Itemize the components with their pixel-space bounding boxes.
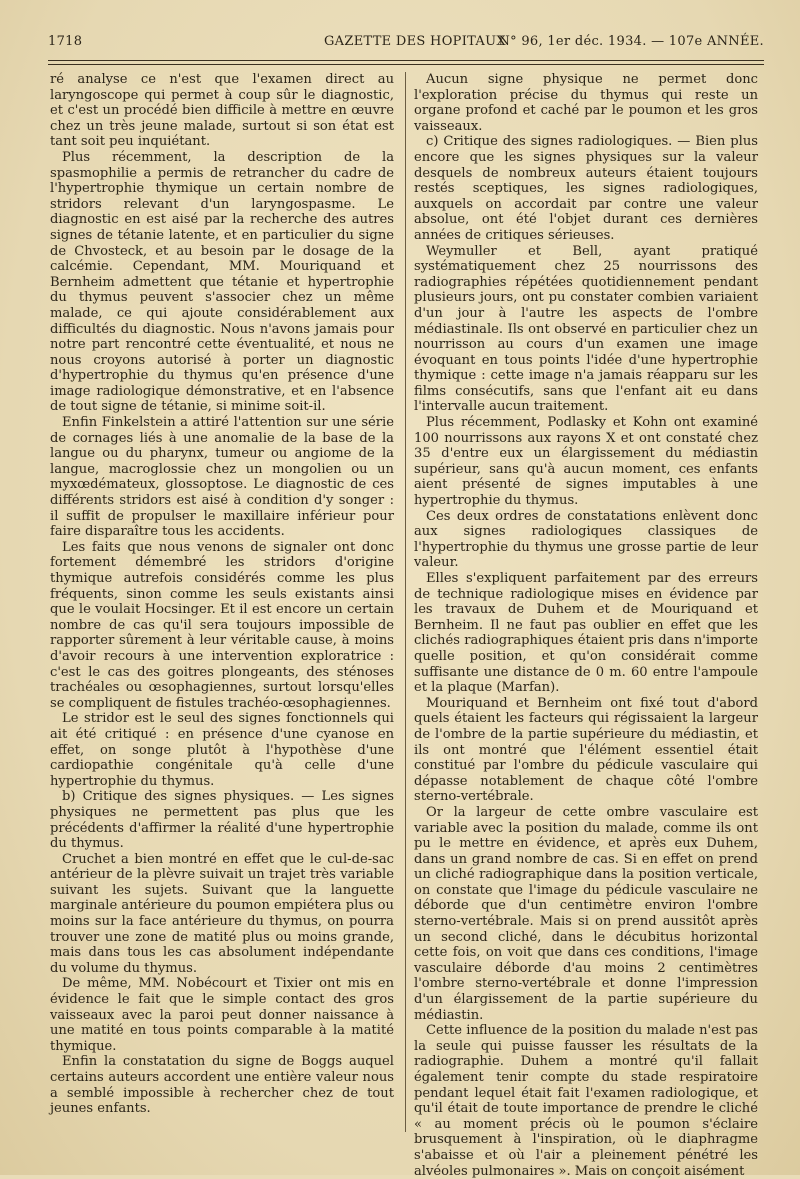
journal-title: GAZETTE DES HOPITAUX	[324, 34, 506, 49]
paragraph: b) Critique des signes physiques. — Les signes physiques ne permettent pas plus que les précédents d'affirmer la réalité d'une hypertrophie du thymus.	[50, 789, 394, 852]
paragraph: Ces deux ordres de constatations enlèvent donc aux signes radiologiques classiques de l'hypertrophie du thymus une grosse partie de leur valeur.	[414, 508, 758, 571]
header-rule	[48, 60, 764, 61]
header-rule-double	[48, 64, 764, 65]
paragraph: Aucun signe physique ne permet donc l'exploration précise du thymus qui reste un organe profond et caché par le poumon et les gros vaisseaux.	[414, 72, 758, 134]
page-header	[48, 34, 764, 56]
paragraph: Weymuller et Bell, ayant pratiqué systématiquement chez 25 nourrissons des radiographies répétées quotidiennement pendant plusieurs jours, ont pu constater combien variaient d'un jour à l'autre les aspects de l'ombre médiastinale. Ils ont observé en particulier chez un nourrisson au cours d'un examen une image évoquant en tous points l'idée d'une hypertrophie thymique : cette image n'a jamais réapparu sur les films consécutifs, sans que l'enfant ait eu dans l'intervalle aucun traitement.	[414, 243, 758, 415]
paragraph: Plus récemment, la description de la spasmophilie a permis de retrancher du cadre de l'hypertrophie thymique un certain nombre de stridors relevant d'un laryngospasme. Le diagnostic en est aisé par la recherche des autres signes de tétanie latente, et en particulier du signe de Chvosteck, et au besoin par le dosage de la calcémie. Cependant, MM. Mouriquand et Bernheim admettent que tétanie et hypertrophie du thymus peuvent s'associer chez un même malade, ce qui ajoute considérablement aux difficultés du diagnostic. Nous n'avons jamais pour notre part rencontré cette éventualité, et nous ne nous croyons autorisé à porter un diagnostic d'hypertrophie du thymus qu'en présence d'une image radiologique démonstrative, et en l'absence de tout signe de tétanie, si minime soit-il.	[50, 149, 394, 415]
paragraph: Les faits que nous venons de signaler ont donc fortement démembré les stridors d'origine thymique autrefois considérés comme les plus fréquents, sinon comme les seuls existants ainsi que le voulait Hocsinger. Et il est encore un certain nombre de cas qu'il sera toujours impossible de rapporter sûrement à leur véritable cause, à moins d'avoir recours à une intervention exploratrice : c'est le cas des goitres plongeants, des sténoses trachéales ou œsophagiennes, surtout lorsqu'elles se compliquent de fistules trachéo-œsophagiennes.	[50, 539, 394, 711]
left-column	[50, 72, 394, 1117]
paragraph: Plus récemment, Podlasky et Kohn ont examiné 100 nourrissons aux rayons X et ont constaté chez 35 d'entre eux un élargissement du médiastin supérieur, sans qu'à aucun moment, ces enfants aient présenté de signes imputables à une hypertrophie du thymus.	[414, 415, 758, 509]
issue-info: N° 96, 1er déc. 1934. — 107e ANNÉE.	[498, 34, 764, 49]
paragraph: Elles s'expliquent parfaitement par des erreurs de technique radiologique mises en évidence par les travaux de Duhem et de Mouriquand et Bernheim. Il ne faut pas oublier en effet que les clichés radiographiques étaient pris dans n'importe quelle position, et qu'on considérait comme suffisante une distance de 0 m. 60 entre l'ampoule et la plaque (Marfan).	[414, 571, 758, 696]
paragraph: Enfin la constatation du signe de Boggs auquel certains auteurs accordent une entière valeur nous a semblé impossible à rechercher chez de tout jeunes enfants.	[50, 1054, 394, 1117]
paragraph: Cruchet a bien montré en effet que le cul-de-sac antérieur de la plèvre suivait un trajet très variable suivant les sujets. Suivant que la languette marginale antérieure du poumon empiétera plus ou moins sur la face antérieure du thymus, on pourra trouver une zone de matité plus ou moins grande, mais dans tous les cas absolument indépendante du volume du thymus.	[50, 851, 394, 976]
paragraph: c) Critique des signes radiologiques. — Bien plus encore que les signes physiques sur la valeur desquels de nombreux auteurs étaient toujours restés sceptiques, les signes radiologiques, auxquels on accordait par contre une valeur absolue, ont été l'objet durant ces dernières années de critiques sérieuses.	[414, 134, 758, 243]
paragraph: Mouriquand et Bernheim ont fixé tout d'abord quels étaient les facteurs qui régissaient la largeur de l'ombre de la partie supérieure du médiastin, et ils ont montré que l'élément essentiel était constitué par l'ombre du pédicule vasculaire qui dépasse notablement de chaque côté l'ombre sterno-vertébrale.	[414, 695, 758, 805]
paragraph: Le stridor est le seul des signes fonctionnels qui ait été critiqué : en présence d'une cyanose en effet, on songe plutôt à l'hypothèse d'une cardiopathie congénitale qu'à celle d'une hypertrophie du thymus.	[50, 711, 394, 789]
paragraph: De même, MM. Nobécourt et Tixier ont mis en évidence le fait que le simple contact des gros vaisseaux avec la paroi peut donner naissance à une matité en tous points comparable à la matité thymique.	[50, 976, 394, 1054]
right-column	[414, 72, 758, 1179]
column-divider	[405, 72, 406, 1132]
paragraph: Enfin Finkelstein a attiré l'attention sur une série de cornages liés à une anomalie de la base de la langue ou du pharynx, tumeur ou angiome de la langue, macroglossie chez un mongolien ou un myxœdémateux, glossoptose. Le diagnostic de ces différents stridors est aisé à condition d'y songer : il suffit de propulser le maxillaire inférieur pour faire disparaître tous les accidents.	[50, 415, 394, 540]
page-number: 1718	[48, 34, 83, 49]
paragraph: Cette influence de la position du malade n'est pas la seule qui puisse fausser les résultats de la radiographie. Duhem a montré qu'il fallait également tenir compte du stade respiratoire pendant lequel était fait l'examen radiologique, et qu'il était de toute importance de prendre le cliché « au moment précis où le poumon s'éclaire brusquement à l'inspiration, où le diaphragme s'abaisse et où l'air a pleinement pénétré les alvéoles pulmonaires ». Mais on conçoit aisément	[414, 1023, 758, 1179]
paragraph: ré analyse ce n'est que l'examen direct au laryngoscope qui permet à coup sûr le diagnostic, et c'est un procédé bien difficile à mettre en œuvre chez un très jeune malade, surtout si son état est tant soit peu inquiétant.	[50, 72, 394, 150]
paragraph: Or la largeur de cette ombre vasculaire est variable avec la position du malade, comme ils ont pu le mettre en évidence, et après eux Duhem, dans un grand nombre de cas. Si en effet on prend un cliché radiographique dans la position verticale, on constate que l'image du pédicule vasculaire ne déborde que d'un centimètre environ l'ombre sterno-vertébrale. Mais si on prend aussitôt après un second cliché, dans le décubitus horizontal cette fois, on voit que dans ces conditions, l'image vasculaire déborde d'au moins 2 centimètres l'ombre sterno-vertébrale et donne l'impression d'un élargissement de la partie supérieure du médiastin.	[414, 804, 758, 1023]
